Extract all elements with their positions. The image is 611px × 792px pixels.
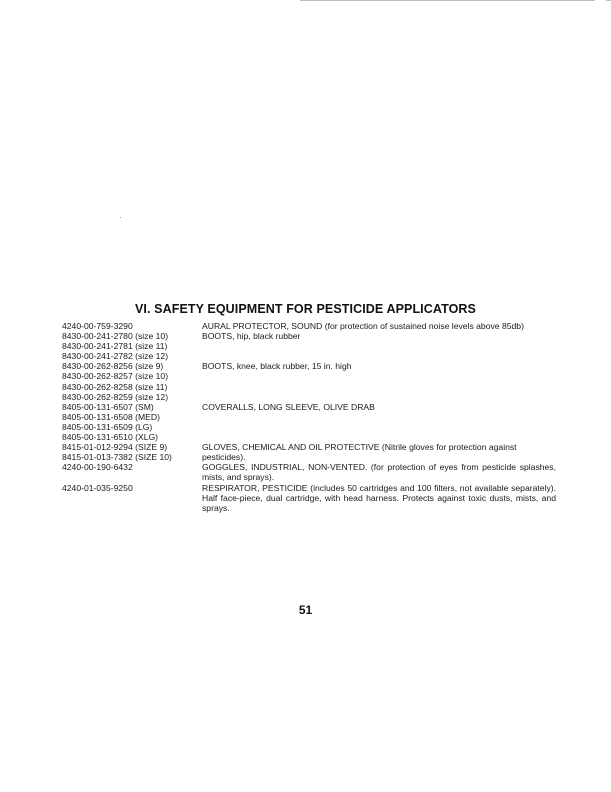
table-row xyxy=(62,371,562,381)
stock-number: 8430-00-241-2781 (size 11) xyxy=(62,341,168,352)
page-number: 51 xyxy=(298,603,313,617)
section-title: VI. SAFETY EQUIPMENT FOR PESTICIDE APPLICATORS xyxy=(135,302,476,316)
stock-number: 4240-00-190-6432 xyxy=(62,462,133,473)
stock-number: 8430-00-262-8259 (size 12) xyxy=(62,391,169,402)
table-row xyxy=(62,392,562,402)
item-description: AURAL PROTECTOR, SOUND (for protection of sustained noise levels above 85db) xyxy=(202,321,524,331)
stock-number: 8415-01-012-9294 (SIZE 9) xyxy=(62,442,168,453)
table-row xyxy=(62,422,562,432)
table-row xyxy=(62,382,562,392)
stock-number: 8430-00-262-8257 (size 10) xyxy=(62,371,169,382)
item-description: RESPIRATOR, PESTICIDE (includes 50 cartridges and 100 filters, not available separately). Half face-piece, dual cartridge, with head harness. Protects against toxic dusts, mists, and sprays. xyxy=(202,482,556,513)
table-row xyxy=(62,432,562,442)
stock-number: 8405-00-131-6509 (LG) xyxy=(62,421,153,432)
table-row xyxy=(62,442,562,452)
stock-number: 8415-01-013-7382 (SIZE 10) xyxy=(62,452,172,463)
stock-number: 8405-00-131-6507 (SM) xyxy=(62,401,154,412)
item-description: BOOTS, knee, black rubber, 15 in. high xyxy=(202,361,352,372)
stock-number: 4240-01-035-9250 xyxy=(62,482,133,493)
stock-number: 8405-00-131-6510 (XLG) xyxy=(62,432,159,443)
item-description: BOOTS, hip, black rubber xyxy=(202,331,301,342)
table-row xyxy=(62,452,562,462)
table-row xyxy=(62,321,562,331)
table-row xyxy=(62,402,562,412)
item-description xyxy=(202,392,562,402)
top-rule xyxy=(300,0,595,1)
stock-number: 8430-00-262-8258 (size 11) xyxy=(62,381,168,392)
table-row xyxy=(62,483,562,513)
item-description xyxy=(202,422,562,432)
item-description xyxy=(202,432,562,442)
item-description xyxy=(202,412,562,422)
scan-speck xyxy=(120,217,121,218)
table-row xyxy=(62,351,562,361)
table-row xyxy=(62,462,562,482)
item-description: COVERALLS, LONG SLEEVE, OLIVE DRAB xyxy=(202,401,375,412)
table-row xyxy=(62,361,562,371)
stock-number: 8405-00-131-6508 (MED) xyxy=(62,411,160,422)
item-description: pesticides). xyxy=(202,452,246,463)
item-description xyxy=(202,371,562,381)
table-row xyxy=(62,341,562,351)
item-description xyxy=(202,382,562,392)
equipment-table xyxy=(62,321,562,513)
table-row xyxy=(62,331,562,341)
stock-number: 8430-00-241-2782 (size 12) xyxy=(62,351,169,362)
stock-number: 8430-00-262-8256 (size 9) xyxy=(62,361,164,372)
stock-number: 4240-00-759-3290 xyxy=(62,321,133,331)
item-description xyxy=(202,351,562,361)
stock-number: 8430-00-241-2780 (size 10) xyxy=(62,331,169,342)
item-description: GLOVES, CHEMICAL AND OIL PROTECTIVE (Nitrile gloves for protection against xyxy=(202,442,517,453)
item-description xyxy=(202,341,562,351)
item-description: GOGGLES, INDUSTRIAL, NON-VENTED. (for protection of eyes from pesticide splashes, mists, and sprays). xyxy=(202,462,556,483)
top-rule-tick xyxy=(606,0,611,1)
table-row xyxy=(62,412,562,422)
